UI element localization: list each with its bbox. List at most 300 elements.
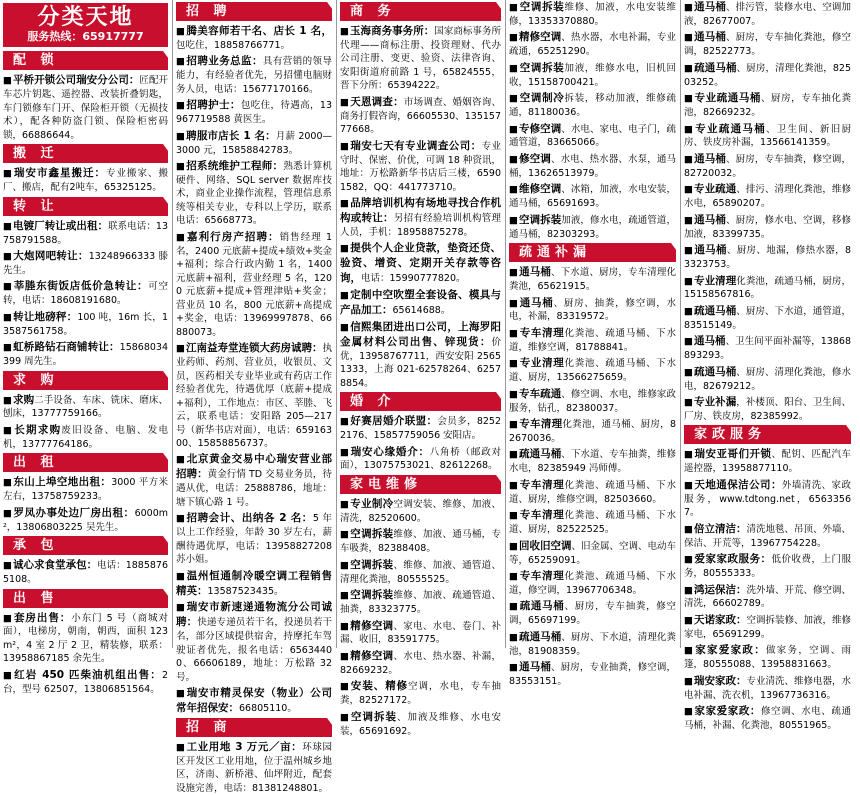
section-header: 婚 介 xyxy=(340,392,501,411)
ad-headline: 瑞安市精灵保安（物业）公司常年招保安： xyxy=(176,687,333,715)
classified-ad xyxy=(176,511,332,566)
classified-ad xyxy=(509,326,676,354)
bullet-icon: ■ xyxy=(340,198,350,210)
classified-ad xyxy=(684,30,851,58)
ad-headline: 专车清理 xyxy=(519,570,565,583)
ad-body: 空调安装、维修、加液、清洗，82520600。 xyxy=(340,498,501,524)
bullet-icon: ■ xyxy=(176,602,186,614)
classified-ad xyxy=(340,241,501,286)
ad-body: 电话：18858765108。 xyxy=(3,560,169,586)
ad-body: 、水电、热水器、水泵，通马桶，13626513979。 xyxy=(509,153,676,179)
ad-body: 13587523435。 xyxy=(207,585,284,597)
classified-ad xyxy=(684,91,851,119)
bullet-icon: ■ xyxy=(176,742,186,753)
ad-body: 电话：15990777820。 xyxy=(361,273,466,285)
ad-body: 、厨房，专业抽粪，修空调，83553151。 xyxy=(509,662,676,688)
classified-ad xyxy=(340,527,501,555)
classified-ad xyxy=(509,356,676,384)
ad-headline: 定制中空吹塑全套设备、模具与产品加工： xyxy=(340,289,501,316)
classified-ad xyxy=(176,230,332,339)
classified-ad xyxy=(684,522,851,550)
ad-headline: 聘服市店长 1 名： xyxy=(186,129,276,142)
classified-ad xyxy=(684,304,851,332)
ad-headline: 回收旧空调 xyxy=(518,539,572,552)
classified-ad xyxy=(176,452,332,509)
bullet-icon: ■ xyxy=(3,168,13,180)
bullet-icon: ■ xyxy=(684,336,693,348)
classified-ad xyxy=(684,583,851,611)
ad-headline: 家家爱家政： xyxy=(694,705,761,718)
ad-body: 二手设备、车床、铣床、磨床、刨床，13777759166。 xyxy=(3,394,168,420)
ad-body: 价优，13958767711，西安安阳 25651333，上海 021-62578264、62578854。 xyxy=(340,336,501,389)
ad-headline: 北京黄金交易中心瑞安营业部招聘： xyxy=(176,453,333,481)
ad-body: 、卫生间、新旧厨房、铁皮房补漏，13566141359。 xyxy=(684,123,851,149)
classified-ad xyxy=(3,475,168,503)
ad-body: 、水电、家电、电子门，疏通管道，83665066。 xyxy=(509,123,676,149)
classified-ad xyxy=(684,674,851,702)
classified-ad xyxy=(340,588,501,616)
bullet-icon: ■ xyxy=(176,454,186,466)
classified-ad xyxy=(176,341,332,450)
classified-ad xyxy=(684,643,851,671)
ad-headline: 精修空调 xyxy=(350,649,394,662)
ad-headline: 红岩 450 匹柴油机组出售： xyxy=(14,668,162,681)
classified-ad xyxy=(509,417,676,445)
ad-headline: 瑞安心缘婚介： xyxy=(350,445,430,458)
classified-ad xyxy=(509,265,676,293)
bullet-icon: ■ xyxy=(684,554,694,566)
bullet-icon: ■ xyxy=(509,631,519,643)
ad-headline: 专修空调 xyxy=(519,122,562,135)
classified-ad xyxy=(176,24,332,52)
bullet-icon: ■ xyxy=(340,650,350,662)
classified-ad xyxy=(176,54,332,96)
classified-ad xyxy=(509,182,676,210)
ad-headline: 工业用地 3 万元／亩： xyxy=(186,741,303,753)
classified-ad xyxy=(509,122,676,150)
ad-headline: 疏通马桶 xyxy=(519,630,562,643)
bullet-icon: ■ xyxy=(509,358,519,370)
bullet-icon: ■ xyxy=(684,584,693,596)
classified-ad xyxy=(684,395,851,423)
classified-ad xyxy=(3,558,168,586)
classified-ad xyxy=(509,508,676,536)
bullet-icon: ■ xyxy=(340,498,350,510)
classified-ad xyxy=(3,611,168,666)
ad-body: 专业搬家、搬厂、搬店，配有2吨车，65325125。 xyxy=(3,168,168,194)
bullet-icon: ■ xyxy=(684,366,694,378)
classified-ad xyxy=(340,288,501,318)
bullet-icon: ■ xyxy=(509,327,519,339)
ad-headline: 鸿运保洁： xyxy=(693,583,747,596)
bullet-icon: ■ xyxy=(340,620,350,632)
classified-ad xyxy=(509,61,676,89)
classified-ad xyxy=(684,613,851,641)
ad-body: 、下水道、厨房，专车清理化粪池，65621915。 xyxy=(509,267,676,293)
ad-body: 66805110。 xyxy=(239,703,297,715)
ad-body: 、家电、水电、卷门、补漏、收旧，83591775。 xyxy=(340,620,501,646)
bullet-icon: ■ xyxy=(176,231,187,243)
bullet-icon: ■ xyxy=(684,123,695,135)
bullet-icon: ■ xyxy=(509,388,519,400)
ad-body: 空调，水电，专车抽粪，82527172。 xyxy=(340,681,501,707)
ad-headline: 空调拆装 xyxy=(519,213,562,226)
ad-headline: 招聘业务总监： xyxy=(186,55,263,68)
bullet-icon: ■ xyxy=(176,56,186,68)
ad-body: 、厨房，专车抽化粪池，82669232。 xyxy=(684,93,851,119)
ad-headline: 安装、精修 xyxy=(350,680,409,693)
classified-ad xyxy=(3,506,168,534)
classified-ad xyxy=(340,558,501,586)
ad-body: 八角桥（邮政对面），13075753021、82612268。 xyxy=(340,446,501,472)
ad-headline: 天恩调查： xyxy=(350,95,404,108)
bullet-icon: ■ xyxy=(684,479,694,491)
bullet-icon: ■ xyxy=(509,601,519,613)
ad-body: 、排污管，装修水电、空调加液，82677007。 xyxy=(684,2,851,27)
column-1 xyxy=(0,0,171,695)
bullet-icon: ■ xyxy=(340,96,350,108)
masthead-title: 分类天地 xyxy=(37,5,134,30)
bullet-icon: ■ xyxy=(684,2,694,13)
ad-body: 、厨房、地漏，修热水器，83323753。 xyxy=(684,245,852,271)
ad-body: 3000 平方米左右，13758759233。 xyxy=(3,477,169,503)
classified-ad xyxy=(340,445,501,473)
bullet-icon: ■ xyxy=(176,130,186,142)
bullet-icon: ■ xyxy=(3,394,13,406)
ad-body: 环球园区开发区工业用地，位于温州城乡地区，济南、新桥港、仙坪附近，配套设施完善，电话：81381248801。 xyxy=(176,742,332,794)
ad-body: 清洗地毯、吊顶、外墙、保洁、开荒等，13967754228。 xyxy=(684,523,851,549)
ad-body: 销售经理 1 名，2400 元底薪+提成+绩效+奖金+福利；综合行政内勤 1 名，1400 元底薪+福利，营业经理 5 名，1200 元底薪+提成+管理津贴+奖金；营业员 10 名，800 元底薪+高提成+奖金，电话：13969997878、66880073。 xyxy=(176,231,332,338)
classified-ad xyxy=(684,182,851,210)
bullet-icon: ■ xyxy=(3,342,13,354)
ad-headline: 通马桶 xyxy=(694,335,726,348)
classified-ad xyxy=(340,619,501,647)
ad-headline: 套房出售： xyxy=(13,611,72,624)
ad-body: 15868034399 周先生。 xyxy=(3,342,169,368)
section-header: 招 聘 xyxy=(176,2,332,21)
ad-headline: 爱家家政服务： xyxy=(694,553,772,566)
ad-body: 化粪池，通马桶、厨房，82670036。 xyxy=(509,419,677,444)
ad-body: 65614688。 xyxy=(392,305,451,316)
ad-body: 化粪池、疏通马桶、下水道、厨房，13566275659。 xyxy=(509,358,677,384)
classified-ad xyxy=(176,686,332,716)
bullet-icon: ■ xyxy=(684,645,695,657)
bullet-icon: ■ xyxy=(509,571,519,583)
bullet-icon: ■ xyxy=(3,507,13,519)
classified-ad xyxy=(509,539,676,567)
bullet-icon: ■ xyxy=(684,449,694,461)
column-5 xyxy=(680,0,854,731)
bullet-icon: ■ xyxy=(509,32,519,44)
bullet-icon: ■ xyxy=(684,397,694,409)
classified-ad xyxy=(340,320,501,390)
ad-headline: 平桥开锁公司瑞安分公司： xyxy=(13,74,140,87)
ad-body: 维修、加液、通马桶，专车吸粪，82388408。 xyxy=(340,529,501,555)
ad-headline: 电镀厂转让或出租： xyxy=(13,219,109,232)
classified-ad xyxy=(3,219,168,247)
ad-headline: 求购 xyxy=(13,393,35,406)
classified-ad xyxy=(3,668,168,696)
ad-body: 市场调查、婚姻咨询、商务打假咨询，66605530、13515777668。 xyxy=(340,96,501,136)
ad-headline: 招聘护士： xyxy=(186,99,241,112)
classified-ad xyxy=(176,600,332,684)
column-2 xyxy=(172,0,335,794)
bullet-icon: ■ xyxy=(3,281,13,293)
ad-body: 、厨房，专车抽粪，修空调，82720032。 xyxy=(684,153,851,179)
classified-ad xyxy=(340,196,501,239)
bullet-icon: ■ xyxy=(3,75,13,87)
ad-body: 快递专递员若干名，投递员若干名，部分区域提供宿舍，持摩托车驾驶证者优先，报名电话：65634400、66606189，地址：万松路 32 号。 xyxy=(176,617,332,683)
section-header: 求 购 xyxy=(3,371,168,390)
ad-body: 做家务，空调、雨篷，80555088、13958831663。 xyxy=(684,645,851,671)
ad-headline: 转让地磅秤： xyxy=(13,310,78,323)
ad-body: 专业守时、保密、价优，可调 18 种资讯，地址：万松路新华书店后三楼，65901582，QQ：441773710。 xyxy=(340,140,501,193)
ad-body: 匠配开车芯片钥匙、遥控器、改装折叠钥匙，车门锁修车门开、保险柜开锁（无损技术），配各种防盗门锁、保险柜密码锁，66886644。 xyxy=(3,75,168,141)
section-header: 出 售 xyxy=(3,589,168,608)
bullet-icon: ■ xyxy=(340,590,350,602)
ad-body: 联系电话：13758791588。 xyxy=(3,220,169,246)
bullet-icon: ■ xyxy=(684,32,694,44)
ad-body: 空调拆装修、加液，维修家电，65691299。 xyxy=(684,614,851,640)
ad-headline: 嘉利行房产招聘： xyxy=(187,230,280,243)
classified-ad xyxy=(3,340,168,368)
ad-body: 、维修、加液、通管道、清理化粪池，80555525。 xyxy=(340,559,501,585)
bullet-icon: ■ xyxy=(340,681,350,693)
ad-body: 废旧设备、电脑、发电机，13777764186。 xyxy=(3,424,168,450)
ad-body: 小东门 5 号（商城对面），电梯房，朝南，朝西，面积 123m²，4 室 2 厅 2 卫，精装修，联系：13958867185 余先生。 xyxy=(3,612,168,665)
classified-ad xyxy=(509,30,676,58)
classified-ad xyxy=(684,0,851,28)
ad-headline: 通马桶 xyxy=(694,244,727,257)
bullet-icon: ■ xyxy=(509,267,519,279)
ad-headline: 专业疏通马桶 xyxy=(694,92,761,105)
ad-body: 可空转，电话：18608191680。 xyxy=(3,281,168,307)
ad-headline: 大炮网吧转让： xyxy=(13,250,89,262)
ad-body: 、厨房，清理化粪池，82503252。 xyxy=(684,62,851,88)
ad-body: 化粪池、疏通马桶、下水道、厨房，82522525。 xyxy=(509,510,677,536)
ad-headline: 专业制冷 xyxy=(350,497,394,510)
bullet-icon: ■ xyxy=(340,559,350,571)
ad-headline: 空调拆装 xyxy=(519,1,565,13)
ad-headline: 专业清理 xyxy=(519,357,565,370)
ad-headline: 精修空调 xyxy=(519,31,562,44)
ad-body: 维修、加液、疏通管道、抽粪，83323775。 xyxy=(340,590,501,616)
ad-body: 5 年以上工作经验，年龄 30 岁左右，薪酬待遇优厚，电话：13958827208 苏小姐。 xyxy=(176,513,332,566)
section-header: 搬 迁 xyxy=(3,144,168,163)
ad-body: 加液，修水电，疏通管道，通马桶，82303293。 xyxy=(509,214,676,240)
classified-ad xyxy=(509,0,676,28)
bullet-icon: ■ xyxy=(340,140,350,152)
ad-headline: 通马桶 xyxy=(694,31,726,44)
ad-headline: 通马桶 xyxy=(519,266,551,279)
bullet-icon: ■ xyxy=(340,529,350,541)
classified-ad xyxy=(3,249,168,277)
section-header: 招 商 xyxy=(176,718,332,737)
classified-ad xyxy=(340,95,501,137)
section-header: 转 让 xyxy=(3,197,168,216)
bullet-icon: ■ xyxy=(340,243,350,255)
ad-headline: 天诺家政： xyxy=(693,613,747,626)
bullet-icon: ■ xyxy=(509,419,519,431)
classified-ad xyxy=(684,334,851,362)
bullet-icon: ■ xyxy=(684,706,694,718)
ad-headline: 招聘会计、出纳各 2 名： xyxy=(186,512,313,525)
ad-body: 外墙清洗、家政服务，www.tdtong.net，65633567。 xyxy=(684,479,851,519)
ad-headline: 疏通马桶 xyxy=(519,448,562,461)
bullet-icon: ■ xyxy=(3,477,13,489)
bullet-icon: ■ xyxy=(340,711,350,723)
ad-body: 国家商标事务所代理——商标注册、投资理财、代办公司注册、变更、验资、法律咨询、安阳街道府前路 1 号，65824555，晋下分所：65394222。 xyxy=(340,26,501,92)
ad-body: 13248966333 滕先生。 xyxy=(3,251,169,276)
ad-body: 6000m²，13806803225 吴先生。 xyxy=(3,507,168,533)
ad-headline: 专车清理 xyxy=(519,509,565,522)
ad-headline: 招系统维护工程师： xyxy=(186,160,284,173)
ad-body: 、修空调、水电，维修家政服务，钻孔，82380037。 xyxy=(509,388,676,414)
bullet-icon: ■ xyxy=(3,311,13,323)
ad-body: 另招有经验培训机构管理人员，手机：18958875278。 xyxy=(340,212,501,238)
classified-ad xyxy=(340,679,501,707)
classified-ad xyxy=(3,310,168,338)
classified-ad xyxy=(684,122,851,150)
classified-ad xyxy=(340,139,501,194)
ad-body: 、厨房、下水道，通管道，83515149。 xyxy=(684,305,851,331)
bullet-icon: ■ xyxy=(509,214,519,226)
classified-ad xyxy=(3,393,168,421)
classified-ad xyxy=(684,61,851,89)
classified-ad xyxy=(684,365,851,393)
ad-body: 化粪池、疏通马桶、下水道，维修空调，81788841。 xyxy=(509,327,677,353)
ad-headline: 品牌培训机构有场地寻找合作机构或转让： xyxy=(340,197,501,224)
bullet-icon: ■ xyxy=(176,26,186,37)
ad-headline: 疏通马桶 xyxy=(519,600,565,613)
bullet-icon: ■ xyxy=(3,612,13,624)
ad-headline: 疏通马桶 xyxy=(694,365,737,378)
classified-ad xyxy=(176,129,332,157)
section-header: 疏通补漏 xyxy=(509,243,676,262)
masthead xyxy=(3,3,168,47)
classified-ad xyxy=(509,569,676,597)
ad-headline: 精修空调 xyxy=(350,619,394,632)
ad-body: 100 吨，16m 长，13587561758。 xyxy=(3,311,169,337)
bullet-icon: ■ xyxy=(3,251,13,262)
ad-body: 、冰箱，加液，水电安装，通马桶，65691693。 xyxy=(509,184,676,210)
ad-body: 化粪池、疏通马桶、下水道，修空调，13967706348。 xyxy=(509,571,677,596)
ad-headline: 空调拆装 xyxy=(350,558,394,571)
section-header: 家政服务 xyxy=(684,425,851,444)
classified-ad xyxy=(509,213,676,241)
column-3 xyxy=(336,0,504,737)
ad-body: 会员多，82522176、15857759056 安阳店。 xyxy=(340,416,502,442)
bullet-icon: ■ xyxy=(684,184,694,196)
bullet-icon: ■ xyxy=(684,93,694,105)
classified-ad xyxy=(509,152,676,180)
ad-headline: 空调制冷 xyxy=(519,92,565,105)
ad-headline: 莘塍东街饭店低价急转让： xyxy=(13,280,149,293)
ad-body: 、排污、清理化粪池，维修水电，65890207。 xyxy=(684,184,851,210)
bullet-icon: ■ xyxy=(684,305,694,317)
bullet-icon: ■ xyxy=(509,2,519,13)
ad-headline: 家家爱家政： xyxy=(695,644,766,657)
bullet-icon: ■ xyxy=(3,220,13,232)
bullet-icon: ■ xyxy=(340,290,350,302)
ad-headline: 专车清理 xyxy=(519,418,563,431)
ad-body: 熟悉计算机硬件、网络、SQL server 数据库技术，商业企业操作流程，管理信息系统等相关专业，专科以上学历，联系电话：65668773。 xyxy=(176,161,332,227)
bullet-icon: ■ xyxy=(176,570,186,582)
ad-headline: 虹桥路钻石商铺转让： xyxy=(13,341,120,354)
ad-body: 修空调、水电、疏通马桶，补漏、化粪池，80551965。 xyxy=(684,706,851,731)
bullet-icon: ■ xyxy=(509,184,519,196)
bullet-icon: ■ xyxy=(3,424,14,436)
ad-headline: 东山上埠空地出租： xyxy=(13,476,112,489)
bullet-icon: ■ xyxy=(509,662,519,674)
ad-headline: 温州恒通制冷暖空调工程销售精英： xyxy=(176,569,333,597)
bullet-icon: ■ xyxy=(3,669,14,681)
ad-body: 、水电、热水器、补漏，82669232。 xyxy=(340,650,501,676)
ad-headline: 专业清理 xyxy=(694,274,737,287)
ad-headline: 疏通马桶 xyxy=(694,304,737,317)
classified-ad xyxy=(684,274,851,302)
ad-body: 包吃住，18858766771。 xyxy=(176,39,290,51)
classified-ad xyxy=(176,740,332,795)
bullet-icon: ■ xyxy=(3,560,12,572)
ad-headline: 信熙集团进出口公司，上海罗阳金属材料公司出售、锌现货： xyxy=(340,320,501,348)
ad-body: 、旧金属、空调、电动车等，65259091。 xyxy=(509,540,676,566)
classified-ad xyxy=(340,414,501,442)
ad-body: 具有营销的领导能力，有经验者优先，另招懂电脑财务人员，电话：15677170166。 xyxy=(176,56,332,95)
ad-headline: 通马桶 xyxy=(694,152,726,165)
ad-body: 、下水道、专车抽粪，维修水电，82385949 冯师傅。 xyxy=(509,449,676,475)
ad-headline: 疏通马桶 xyxy=(694,61,737,74)
classified-ad xyxy=(509,599,676,627)
bullet-icon: ■ xyxy=(176,161,186,173)
classified-ad xyxy=(509,296,676,324)
column-4 xyxy=(505,0,679,688)
ad-headline: 诚心求食堂承包： xyxy=(13,559,98,572)
classified-ad xyxy=(3,73,168,142)
ad-headline: 玉海商务事务所： xyxy=(350,25,435,37)
ad-headline: 瑞安市新速递通物流分公司诚聘： xyxy=(176,601,333,629)
bullet-icon: ■ xyxy=(684,214,694,226)
ad-headline: 江南益寿堂连锁大药房诚聘： xyxy=(185,342,323,355)
ad-body: 、厨房、清理化粪池，修水电，82679212。 xyxy=(684,366,851,392)
bullet-icon: ■ xyxy=(684,675,693,687)
classified-ad xyxy=(176,569,332,599)
bullet-icon: ■ xyxy=(509,449,519,461)
classified-ad xyxy=(340,24,501,93)
classified-ad xyxy=(509,387,676,415)
ad-headline: 通马桶 xyxy=(694,213,726,226)
classified-ad xyxy=(509,478,676,506)
ad-headline: 好赛居婚介联盟： xyxy=(350,415,438,428)
ad-body: 包吃住，待遇高，13967719588 黄医生。 xyxy=(176,100,332,126)
bullet-icon: ■ xyxy=(684,614,693,626)
ad-headline: 空调拆装 xyxy=(519,61,565,74)
classified-ad xyxy=(176,98,332,126)
ad-headline: 倍立清洁： xyxy=(693,522,747,535)
bullet-icon: ■ xyxy=(176,100,186,112)
ad-body: 维修、加液，水电安装维修，13353370880。 xyxy=(509,2,677,27)
classified-ad xyxy=(509,447,676,475)
ad-headline: 腾美容师若干名、店长 1 名， xyxy=(186,25,332,37)
bullet-icon: ■ xyxy=(340,26,350,37)
ad-body: 、厨房，专车抽化粪池，修空调，82522773。 xyxy=(684,32,851,58)
ad-body: 、卫生间平面补漏等，13868893293。 xyxy=(684,336,851,362)
section-header: 家电维修 xyxy=(340,475,501,494)
classified-ad xyxy=(3,279,168,307)
classified-ad xyxy=(684,552,851,580)
ad-headline: 瑞安家政： xyxy=(693,674,747,687)
ad-headline: 专车清理 xyxy=(519,326,565,339)
